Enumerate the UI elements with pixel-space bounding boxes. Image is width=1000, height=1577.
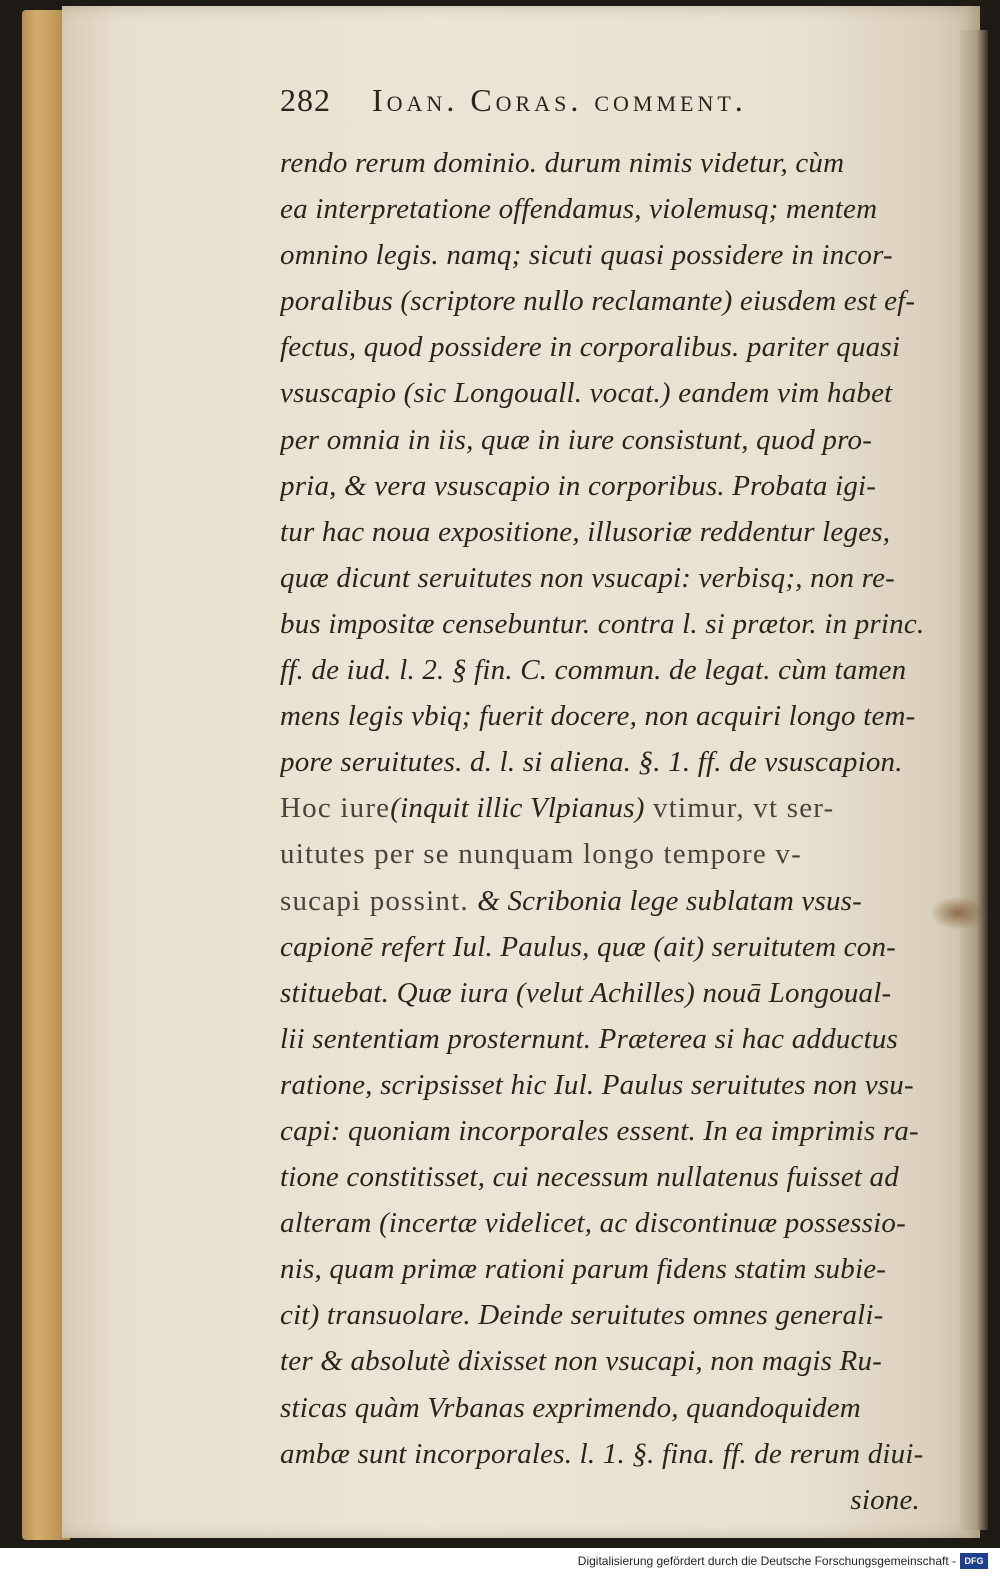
text-line: lii sententiam prosternunt. Præterea si hac adductus xyxy=(280,1022,899,1055)
quotation-italic: & Scribonia lege sublatam vsus- xyxy=(477,884,863,917)
text-line: cit) transuolare. Deinde seruitutes omnes generali- xyxy=(280,1299,884,1332)
text-line: ff. de iud. l. 2. § fin. C. commun. de legat. cùm tamen xyxy=(280,654,907,687)
text-line: ter & absolutè dixisset non vsucapi, non magis Ru- xyxy=(280,1345,883,1378)
text-line: sione. xyxy=(850,1483,920,1516)
text-line: per omnia in iis, quæ in iure consistunt, quod pro- xyxy=(280,423,873,456)
text-line: tione constitisset, cui necessum nullatenus fuisset ad xyxy=(280,1161,899,1194)
text-line: ratione, scripsisset hic Iul. Paulus seruitutes non vsu- xyxy=(280,1068,914,1101)
text-line xyxy=(280,878,930,924)
text-line: stituebat. Quæ iura (velut Achilles) nouā Longoual- xyxy=(280,976,892,1009)
quotation-roman: vtimur, vt ser- xyxy=(644,792,835,825)
text-line: sticas quàm Vrbanas exprimendo, quandoquidem xyxy=(280,1391,861,1424)
text-line: ambæ sunt incorporales. l. 1. §. fina. ff. de rerum diui- xyxy=(280,1437,924,1470)
text-line: capionē refert Iul. Paulus, quæ (ait) seruitutem con- xyxy=(280,930,897,963)
page-gutter-shadow xyxy=(960,30,988,1530)
body-text xyxy=(280,140,930,1523)
text-line: nis, quam primæ rationi parum fidens statim subie- xyxy=(280,1253,887,1286)
quotation-italic: (inquit illic Vlpianus) xyxy=(390,792,645,825)
text-line: capi: quoniam incorporales essent. In ea imprimis ra- xyxy=(280,1114,919,1147)
text-line: tur hac noua expositione, illusoriæ reddentur leges, xyxy=(280,515,891,548)
running-title: Ioan. Coras. comment. xyxy=(372,82,747,118)
text-line: omnino legis. namq; sicuti quasi possidere in incor- xyxy=(280,239,893,272)
text-line: vsuscapio (sic Longouall. vocat.) eandem vim habet xyxy=(280,377,893,410)
quotation-roman: sucapi possint. xyxy=(280,884,478,917)
text-line: quæ dicunt seruitutes non vsucapi: verbisq;, non re- xyxy=(280,561,896,594)
funding-credit: Digitalisierung gefördert durch die Deutsche Forschungsgemeinschaft - xyxy=(577,1554,956,1568)
footer xyxy=(0,1548,1000,1577)
text-line: rendo rerum dominio. durum nimis videtur, cùm xyxy=(280,147,845,179)
text-line: mens legis vbiq; fuerit docere, non acquiri longo tem- xyxy=(280,700,916,733)
text-line xyxy=(280,785,930,831)
page-number: 282 xyxy=(280,82,331,118)
text-line: pore seruitutes. d. l. si aliena. §. 1. ff. de vsuscapion. xyxy=(280,746,903,779)
text-line: bus impositæ censebuntur. contra l. si prætor. in princ. xyxy=(280,607,925,640)
dfg-logo: DFG xyxy=(960,1553,988,1569)
text-line: ea interpretatione offendamus, violemusq; mentem xyxy=(280,193,878,226)
page-header xyxy=(280,82,930,130)
text-line: uitutes per se nunquam longo tempore v- xyxy=(280,838,802,871)
text-line: poralibus (scriptore nullo reclamante) eiusdem est ef- xyxy=(280,285,916,318)
text-line: alteram (incertæ videlicet, ac discontinuæ possessio- xyxy=(280,1207,906,1240)
page-stain xyxy=(930,896,986,930)
text-line: pria, & vera vsuscapio in corporibus. Probata igi- xyxy=(280,469,877,502)
quotation-roman: Hoc iure xyxy=(280,792,391,825)
text-line: fectus, quod possidere in corporalibus. pariter quasi xyxy=(280,331,901,364)
